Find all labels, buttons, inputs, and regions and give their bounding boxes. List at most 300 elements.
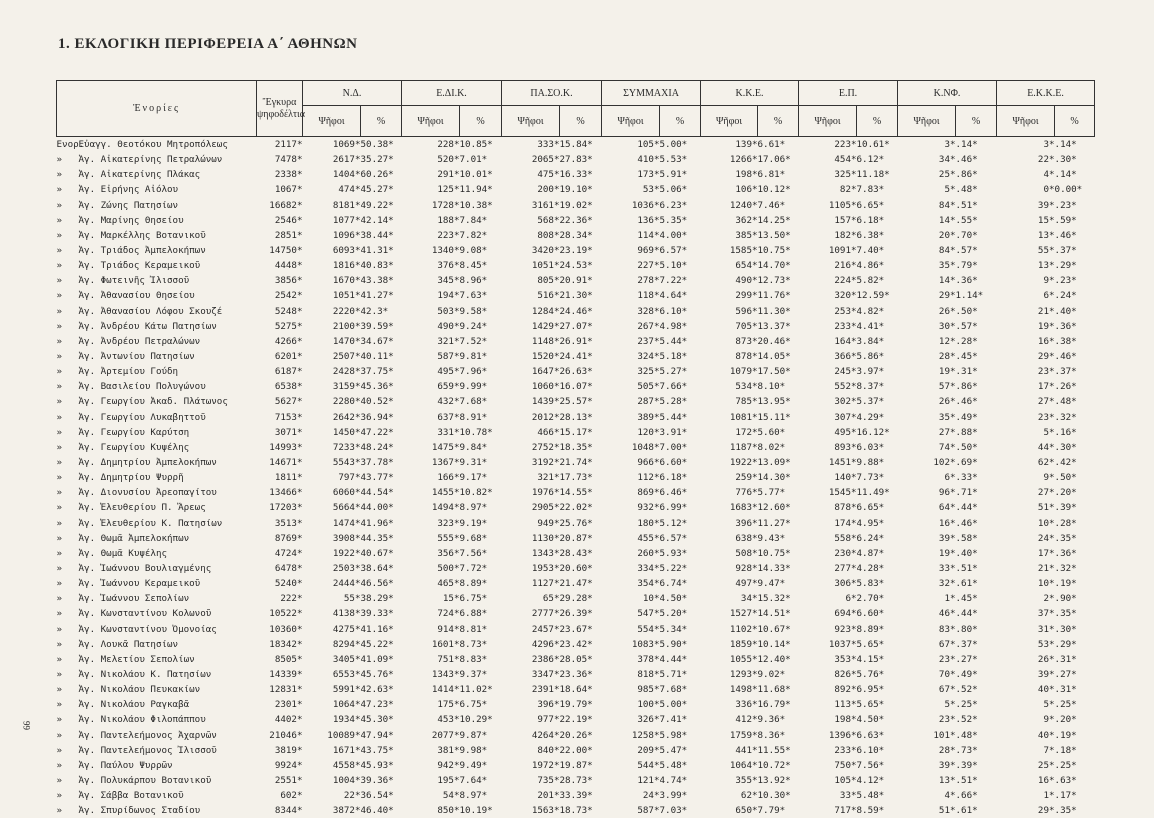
percent-cell: .38* — [1055, 334, 1095, 349]
district-cell — [57, 500, 257, 515]
valid-ballots-cell: 2117* — [257, 137, 303, 153]
percent-cell: .27* — [956, 652, 997, 667]
percent-cell: .48* — [956, 727, 997, 742]
votes-cell: 1728* — [402, 198, 460, 213]
votes-cell: 39* — [898, 758, 956, 773]
party-header: ΠΑ.ΣΟ.Κ. — [502, 81, 602, 106]
votes-cell: 717* — [799, 803, 857, 818]
district-cell — [57, 334, 257, 349]
votes-cell: 26* — [898, 394, 956, 409]
percent-cell: 14.55* — [560, 485, 602, 500]
percent-cell: .57* — [956, 243, 997, 258]
votes-cell: 13* — [997, 258, 1055, 273]
district-cell — [57, 243, 257, 258]
votes-cell: 27* — [997, 485, 1055, 500]
votes-cell: 949* — [502, 516, 560, 531]
votes-cell: 396* — [502, 697, 560, 712]
district-name: Ἁγ. Σπυρίδωνος Σταδίου — [79, 805, 201, 816]
row-prefix: » — [57, 652, 79, 667]
row-prefix: » — [57, 667, 79, 682]
valid-ballots-cell: 17203* — [257, 500, 303, 515]
row-prefix: » — [57, 531, 79, 546]
votes-cell: 105* — [602, 137, 660, 153]
percent-cell: 13.50* — [758, 228, 799, 243]
valid-ballots-cell: 2851* — [257, 228, 303, 243]
votes-cell: 878* — [701, 349, 758, 364]
district-cell — [57, 213, 257, 228]
percent-cell: 11.94* — [460, 182, 502, 197]
valid-ballots-cell: 6478* — [257, 561, 303, 576]
district-name: Ἁγ. Φωτεινῆς Ἰλισσοῦ — [79, 275, 190, 286]
percent-cell: .46* — [956, 516, 997, 531]
percent-cell: 7.64* — [460, 773, 502, 788]
votes-cell: 83* — [898, 622, 956, 637]
district-cell — [57, 727, 257, 742]
votes-cell: 1187* — [701, 440, 758, 455]
percent-cell: 19.10* — [560, 182, 602, 197]
percent-cell: 16.07* — [560, 379, 602, 394]
votes-cell: 172* — [701, 425, 758, 440]
votes-cell: 587* — [402, 349, 460, 364]
votes-cell: 3405* — [303, 652, 361, 667]
votes-cell: 474* — [303, 182, 361, 197]
percent-cell: .14* — [956, 137, 997, 153]
votes-cell: 321* — [402, 334, 460, 349]
votes-cell: 2* — [997, 591, 1055, 606]
percent-cell: .51* — [956, 198, 997, 213]
percent-cell: 13.09* — [758, 455, 799, 470]
percent-cell: 9.47* — [758, 576, 799, 591]
votes-cell: 29* — [898, 288, 956, 303]
percent-cell: 33.39* — [560, 788, 602, 803]
percent-cell: 9.84* — [460, 440, 502, 455]
percent-cell: 21.74* — [560, 455, 602, 470]
valid-ballots-cell: 4402* — [257, 712, 303, 727]
percent-cell: 40.11* — [361, 349, 402, 364]
percent-cell: .51* — [956, 561, 997, 576]
percent-cell: 18.73* — [560, 803, 602, 818]
valid-ballots-cell: 5275* — [257, 319, 303, 334]
percent-cell: 8.96* — [460, 273, 502, 288]
votes-column-header: Ψῆφοι — [402, 106, 460, 137]
votes-cell: 326* — [602, 712, 660, 727]
votes-cell: 84* — [898, 198, 956, 213]
district-name: Ἁγ. Ἀθανασίου Θησείου — [79, 290, 195, 301]
percent-cell: .42* — [1055, 455, 1095, 470]
percent-cell: 23.36* — [560, 667, 602, 682]
votes-cell: 1545* — [799, 485, 857, 500]
percent-cell: .27* — [1055, 667, 1095, 682]
percent-cell: .36* — [1055, 546, 1095, 561]
percent-cell: .35* — [1055, 531, 1095, 546]
district-cell — [57, 712, 257, 727]
votes-cell: 25* — [997, 758, 1055, 773]
percent-cell: 5.65* — [857, 697, 898, 712]
percent-cell: .66* — [956, 788, 997, 803]
district-name: Ἁγ. Νικολάου Φιλοπάππου — [79, 714, 206, 725]
votes-cell: 1585* — [701, 243, 758, 258]
votes-cell: 10* — [997, 516, 1055, 531]
district-name: Ἁγ. Σάββα Βοτανικοῦ — [79, 790, 184, 801]
percent-cell: 6.88* — [460, 606, 502, 621]
percent-cell: 10.75* — [758, 546, 799, 561]
percent-cell: 24.53* — [560, 258, 602, 273]
valid-ballots-cell: 16682* — [257, 198, 303, 213]
valid-ballots-cell: 1067* — [257, 182, 303, 197]
votes-cell: 1520* — [502, 349, 560, 364]
votes-cell: 223* — [402, 228, 460, 243]
percent-cell: .28* — [956, 334, 997, 349]
votes-cell: 22* — [997, 152, 1055, 167]
percent-cell: 22.00* — [560, 743, 602, 758]
percent-cell: 47.23* — [361, 697, 402, 712]
percent-cell: .69* — [956, 455, 997, 470]
percent-cell: 41.31* — [361, 243, 402, 258]
table-row — [57, 606, 1095, 621]
percent-cell: 14.30* — [758, 470, 799, 485]
votes-cell: 1474* — [303, 516, 361, 531]
table-row — [57, 531, 1095, 546]
votes-cell: 82* — [799, 182, 857, 197]
votes-cell: 1340* — [402, 243, 460, 258]
table-row — [57, 410, 1095, 425]
district-cell — [57, 516, 257, 531]
votes-cell: 16* — [997, 334, 1055, 349]
district-name: Ἁγ. Παύλου Ψυρρῶν — [79, 760, 173, 771]
valid-ballots-cell: 21046* — [257, 727, 303, 742]
votes-cell: 10* — [602, 591, 660, 606]
votes-cell: 923* — [799, 622, 857, 637]
table-row — [57, 652, 1095, 667]
percent-cell: 4.41* — [857, 319, 898, 334]
percent-cell: 11.49* — [857, 485, 898, 500]
percent-cell: 10.67* — [758, 622, 799, 637]
percent-cell: 43.77* — [361, 470, 402, 485]
votes-cell: 328* — [602, 304, 660, 319]
votes-cell: 102* — [898, 455, 956, 470]
percent-cell: 11.02* — [460, 682, 502, 697]
valid-ballots-cell: 3071* — [257, 425, 303, 440]
percent-cell: .50* — [1055, 470, 1095, 485]
votes-cell: 100* — [602, 697, 660, 712]
votes-cell: 1494* — [402, 500, 460, 515]
district-name: Ἁγ. Ἰωάννου Σεπολίων — [79, 593, 190, 604]
votes-cell: 2444* — [303, 576, 361, 591]
votes-cell: 544* — [602, 758, 660, 773]
percent-cell: 41.09* — [361, 652, 402, 667]
percent-cell: 8.73* — [460, 637, 502, 652]
percent-cell: .33* — [956, 470, 997, 485]
row-prefix: » — [57, 697, 79, 712]
votes-cell: 1343* — [502, 546, 560, 561]
percent-cell: .14* — [1055, 167, 1095, 182]
percent-cell: 9.17* — [460, 470, 502, 485]
valid-ballots-cell: 222* — [257, 591, 303, 606]
votes-cell: 9* — [997, 273, 1055, 288]
votes-cell: 497* — [701, 576, 758, 591]
row-prefix: » — [57, 288, 79, 303]
table-row — [57, 182, 1095, 197]
votes-cell: 495* — [402, 364, 460, 379]
votes-cell: 1816* — [303, 258, 361, 273]
percent-cell: 6.60* — [857, 606, 898, 621]
percent-cell: 23.67* — [560, 622, 602, 637]
party-header: ΣΥΜΜΑΧΙΑ — [602, 81, 701, 106]
row-prefix: » — [57, 682, 79, 697]
table-row — [57, 198, 1095, 213]
votes-cell: 198* — [701, 167, 758, 182]
percent-cell: 4.28* — [857, 561, 898, 576]
district-cell — [57, 182, 257, 197]
percent-cell: .59* — [1055, 213, 1095, 228]
percent-cell: .49* — [956, 410, 997, 425]
percent-cell: .28* — [1055, 516, 1095, 531]
votes-cell: 818* — [602, 667, 660, 682]
percent-cell: .55* — [956, 213, 997, 228]
votes-cell: 869* — [602, 485, 660, 500]
district-cell — [57, 682, 257, 697]
votes-cell: 412* — [701, 712, 758, 727]
district-cell — [57, 440, 257, 455]
votes-cell: 735* — [502, 773, 560, 788]
percent-cell: 40.83* — [361, 258, 402, 273]
valid-ballots-cell: 14750* — [257, 243, 303, 258]
percent-cell: 9.43* — [758, 531, 799, 546]
votes-cell: 3161* — [502, 198, 560, 213]
votes-cell: 928* — [701, 561, 758, 576]
table-row — [57, 697, 1095, 712]
table-row — [57, 319, 1095, 334]
percent-cell: .17* — [1055, 788, 1095, 803]
percent-cell: 38.29* — [361, 591, 402, 606]
valid-ballots-cell: 7478* — [257, 152, 303, 167]
votes-cell: 200* — [502, 182, 560, 197]
percent-cell: 8.02* — [758, 440, 799, 455]
row-prefix: » — [57, 243, 79, 258]
votes-cell: 1859* — [701, 637, 758, 652]
valid-ballots-cell: 14339* — [257, 667, 303, 682]
percent-cell: 38.44* — [361, 228, 402, 243]
row-prefix: » — [57, 379, 79, 394]
votes-cell: 389* — [602, 410, 660, 425]
percent-cell: 5.65* — [857, 637, 898, 652]
percent-cell: 7.72* — [460, 561, 502, 576]
votes-cell: 333* — [502, 137, 560, 153]
votes-cell: 3872* — [303, 803, 361, 818]
votes-cell: 306* — [799, 576, 857, 591]
percent-cell: 7.96* — [460, 364, 502, 379]
votes-cell: 638* — [701, 531, 758, 546]
valid-ballots-cell: 18342* — [257, 637, 303, 652]
table-row — [57, 425, 1095, 440]
votes-cell: 568* — [502, 213, 560, 228]
percent-cell: 8.83* — [460, 652, 502, 667]
votes-cell: 40* — [997, 682, 1055, 697]
votes-cell: 299* — [701, 288, 758, 303]
district-name: Ἁγ. Ἀντωνίου Πατησίων — [79, 351, 195, 362]
votes-cell: 378* — [602, 652, 660, 667]
district-cell — [57, 319, 257, 334]
percent-cell: 19.79* — [560, 697, 602, 712]
votes-cell: 1671* — [303, 743, 361, 758]
votes-cell: 233* — [799, 743, 857, 758]
percent-cell: 7.84* — [460, 213, 502, 228]
percent-cell: 21.30* — [560, 288, 602, 303]
votes-cell: 1096* — [303, 228, 361, 243]
percent-cell: 5.10* — [660, 258, 701, 273]
votes-cell: 4264* — [502, 727, 560, 742]
percent-cell: 5.93* — [660, 546, 701, 561]
votes-cell: 253* — [799, 304, 857, 319]
votes-cell: 366* — [799, 349, 857, 364]
percent-cell: 17.50* — [758, 364, 799, 379]
district-cell — [57, 758, 257, 773]
votes-cell: 808* — [502, 228, 560, 243]
percent-cell: .46* — [956, 394, 997, 409]
votes-cell: 969* — [602, 243, 660, 258]
percent-cell: 4.50* — [857, 712, 898, 727]
votes-cell: 2752* — [502, 440, 560, 455]
votes-cell: 6060* — [303, 485, 361, 500]
votes-cell: 230* — [799, 546, 857, 561]
votes-cell: 503* — [402, 304, 460, 319]
votes-cell: 356* — [402, 546, 460, 561]
votes-cell: 31* — [997, 622, 1055, 637]
valid-ballots-cell: 9924* — [257, 758, 303, 773]
votes-cell: 750* — [799, 758, 857, 773]
row-prefix: » — [57, 591, 79, 606]
row-prefix: » — [57, 334, 79, 349]
votes-cell: 3* — [898, 137, 956, 153]
votes-cell: 516* — [502, 288, 560, 303]
votes-cell: 1470* — [303, 334, 361, 349]
votes-cell: 13* — [898, 773, 956, 788]
page-number: 66 — [22, 721, 32, 730]
percent-column-header: % — [560, 106, 602, 137]
district-name: Ἁγ. Αἰκατερίνης Πετραλώνων — [79, 154, 223, 165]
percent-cell: 10.01* — [460, 167, 502, 182]
district-cell — [57, 591, 257, 606]
percent-cell: .86* — [956, 167, 997, 182]
percent-cell: .20* — [1055, 712, 1095, 727]
percent-cell: 7.41* — [660, 712, 701, 727]
district-cell — [57, 697, 257, 712]
percent-cell: 20.60* — [560, 561, 602, 576]
votes-cell: 5991* — [303, 682, 361, 697]
votes-cell: 1451* — [799, 455, 857, 470]
votes-cell: 37* — [997, 606, 1055, 621]
district-cell — [57, 606, 257, 621]
table-row — [57, 152, 1095, 167]
row-prefix: » — [57, 319, 79, 334]
district-name: Ἁγ. Κωνσταντίνου Κολωνοῦ — [79, 608, 212, 619]
row-prefix: » — [57, 606, 79, 621]
percent-cell: .88* — [956, 425, 997, 440]
valid-ballots-cell: 8769* — [257, 531, 303, 546]
votes-cell: 323* — [402, 516, 460, 531]
percent-cell: 45.27* — [361, 182, 402, 197]
district-cell — [57, 485, 257, 500]
percent-cell: 6.24* — [857, 531, 898, 546]
percent-cell: 38.64* — [361, 561, 402, 576]
district-name: Ἁγ. Νικολάου Κ. Πατησίων — [79, 669, 212, 680]
district-name: Ἁγ. Διονυσίου Ἀρεοπαγίτου — [79, 487, 217, 498]
votes-cell: 1429* — [502, 319, 560, 334]
percent-cell: 4.15* — [857, 652, 898, 667]
table-row — [57, 304, 1095, 319]
votes-cell: 278* — [602, 273, 660, 288]
table-row — [57, 379, 1095, 394]
votes-cell: 46* — [898, 606, 956, 621]
district-name: Ἁγ. Τριάδος Ἀμπελοκήπων — [79, 245, 206, 256]
percent-cell: 14.05* — [758, 349, 799, 364]
votes-cell: 552* — [799, 379, 857, 394]
percent-cell: 6.57* — [660, 243, 701, 258]
percent-cell: 8.59* — [857, 803, 898, 818]
votes-cell: 6* — [799, 591, 857, 606]
row-prefix: » — [57, 349, 79, 364]
valid-ballots-cell: 10522* — [257, 606, 303, 621]
row-prefix: » — [57, 152, 79, 167]
percent-cell: 8.91* — [460, 410, 502, 425]
percent-cell: 9.24* — [460, 319, 502, 334]
percent-cell: 10.78* — [460, 425, 502, 440]
percent-cell: 11.18* — [857, 167, 898, 182]
votes-cell: 2428* — [303, 364, 361, 379]
percent-cell: 20.26* — [560, 727, 602, 742]
percent-cell: .50* — [956, 440, 997, 455]
votes-cell: 1266* — [701, 152, 758, 167]
percent-cell: 14.70* — [758, 258, 799, 273]
percent-cell: 7.56* — [857, 758, 898, 773]
row-prefix: » — [57, 712, 79, 727]
table-row — [57, 349, 1095, 364]
votes-cell: 705* — [701, 319, 758, 334]
district-name: Ἁγ. Λουκᾶ Πατησίων — [79, 639, 179, 650]
votes-column-header: Ψῆφοι — [303, 106, 361, 137]
percent-cell: 7.82* — [460, 228, 502, 243]
percent-cell: 24.46* — [560, 304, 602, 319]
votes-cell: 2777* — [502, 606, 560, 621]
percent-cell: 28.05* — [560, 652, 602, 667]
percent-cell: 39.59* — [361, 319, 402, 334]
votes-cell: 118* — [602, 288, 660, 303]
percent-cell: 6.10* — [857, 743, 898, 758]
district-cell — [57, 349, 257, 364]
percent-cell: 4.86* — [857, 258, 898, 273]
votes-cell: 1069* — [303, 137, 361, 153]
votes-column-header: Ψῆφοι — [898, 106, 956, 137]
votes-cell: 27* — [898, 425, 956, 440]
votes-cell: 1258* — [602, 727, 660, 742]
votes-cell: 345* — [402, 273, 460, 288]
district-cell — [57, 455, 257, 470]
row-prefix: » — [57, 637, 79, 652]
votes-cell: 1953* — [502, 561, 560, 576]
table-row — [57, 167, 1095, 182]
percent-cell: 5.44* — [660, 334, 701, 349]
percent-cell: 11.27* — [758, 516, 799, 531]
district-name: Ἁγ. Ἀθανασίου Λόφου Σκουζέ — [79, 306, 223, 317]
percent-cell: 10.72* — [758, 758, 799, 773]
percent-cell: 36.94* — [361, 410, 402, 425]
percent-cell: 16.79* — [758, 697, 799, 712]
percent-cell: .30* — [1055, 440, 1095, 455]
percent-cell: 9.02* — [758, 667, 799, 682]
percent-cell: .30* — [1055, 622, 1095, 637]
row-prefix: » — [57, 228, 79, 243]
percent-cell: 6.74* — [660, 576, 701, 591]
